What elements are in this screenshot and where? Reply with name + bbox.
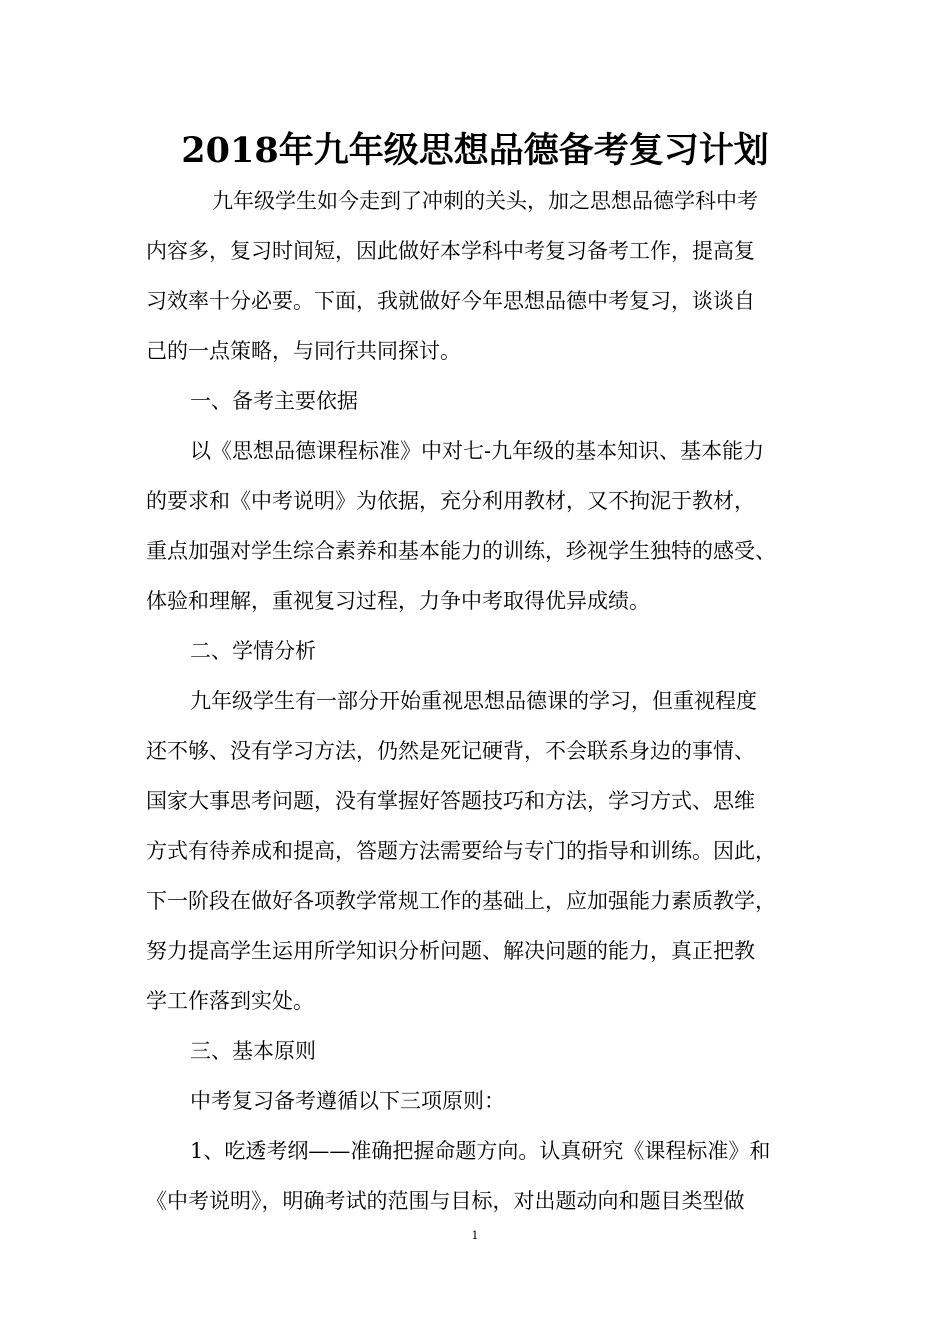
paragraph-line: 己的一点策略，与同行共同探讨。	[146, 339, 461, 363]
paragraph-line: 《中考说明》，明确考试的范围与目标，对出题动向和题目类型做	[146, 1189, 745, 1213]
paragraph-line: 1、吃透考纲——准确把握命题方向。认真研究《课程标准》和	[190, 1139, 771, 1163]
document-title: 2018年九年级思想品德备考复习计划	[181, 130, 769, 171]
paragraph-line: 方式有待养成和提高，答题方法需要给与专门的指导和训练。因此，	[146, 839, 776, 863]
paragraph-line: 九年级学生有一部分开始重视思想品德课的学习，但重视程度	[190, 689, 757, 713]
paragraph-line: 内容多，复习时间短，因此做好本学科中考复习备考工作，提高复	[146, 239, 755, 263]
paragraph-line: 学工作落到实处。	[146, 989, 314, 1013]
paragraph-line: 九年级学生如今走到了冲刺的关头，加之思想品德学科中考	[212, 189, 758, 213]
paragraph-line: 的要求和《中考说明》为依据，充分利用教材，又不拘泥于教材，	[146, 489, 755, 513]
section-heading: 二、学情分析	[190, 639, 316, 663]
paragraph-line: 体验和理解，重视复习过程，力争中考取得优异成绩。	[146, 589, 650, 613]
section-heading: 一、备考主要依据	[190, 389, 358, 413]
paragraph-line: 国家大事思考问题，没有掌握好答题技巧和方法，学习方式、思维	[146, 789, 755, 813]
paragraph-line: 下一阶段在做好各项教学常规工作的基础上，应加强能力素质教学，	[146, 889, 776, 913]
paragraph-line: 以《思想品德课程标准》中对七-九年级的基本知识、基本能力	[190, 439, 765, 463]
page-number: 1	[471, 1229, 479, 1242]
paragraph-line: 重点加强对学生综合素养和基本能力的训练，珍视学生独特的感受、	[146, 539, 776, 563]
paragraph-line: 中考复习备考遵循以下三项原则：	[190, 1089, 505, 1113]
section-heading: 三、基本原则	[190, 1039, 316, 1063]
paragraph-line: 还不够、没有学习方法，仍然是死记硬背，不会联系身边的事情、	[146, 739, 755, 763]
paragraph-line: 努力提高学生运用所学知识分析问题、解决问题的能力，真正把教	[146, 939, 755, 963]
paragraph-line: 习效率十分必要。下面，我就做好今年思想品德中考复习，谈谈自	[146, 289, 755, 313]
